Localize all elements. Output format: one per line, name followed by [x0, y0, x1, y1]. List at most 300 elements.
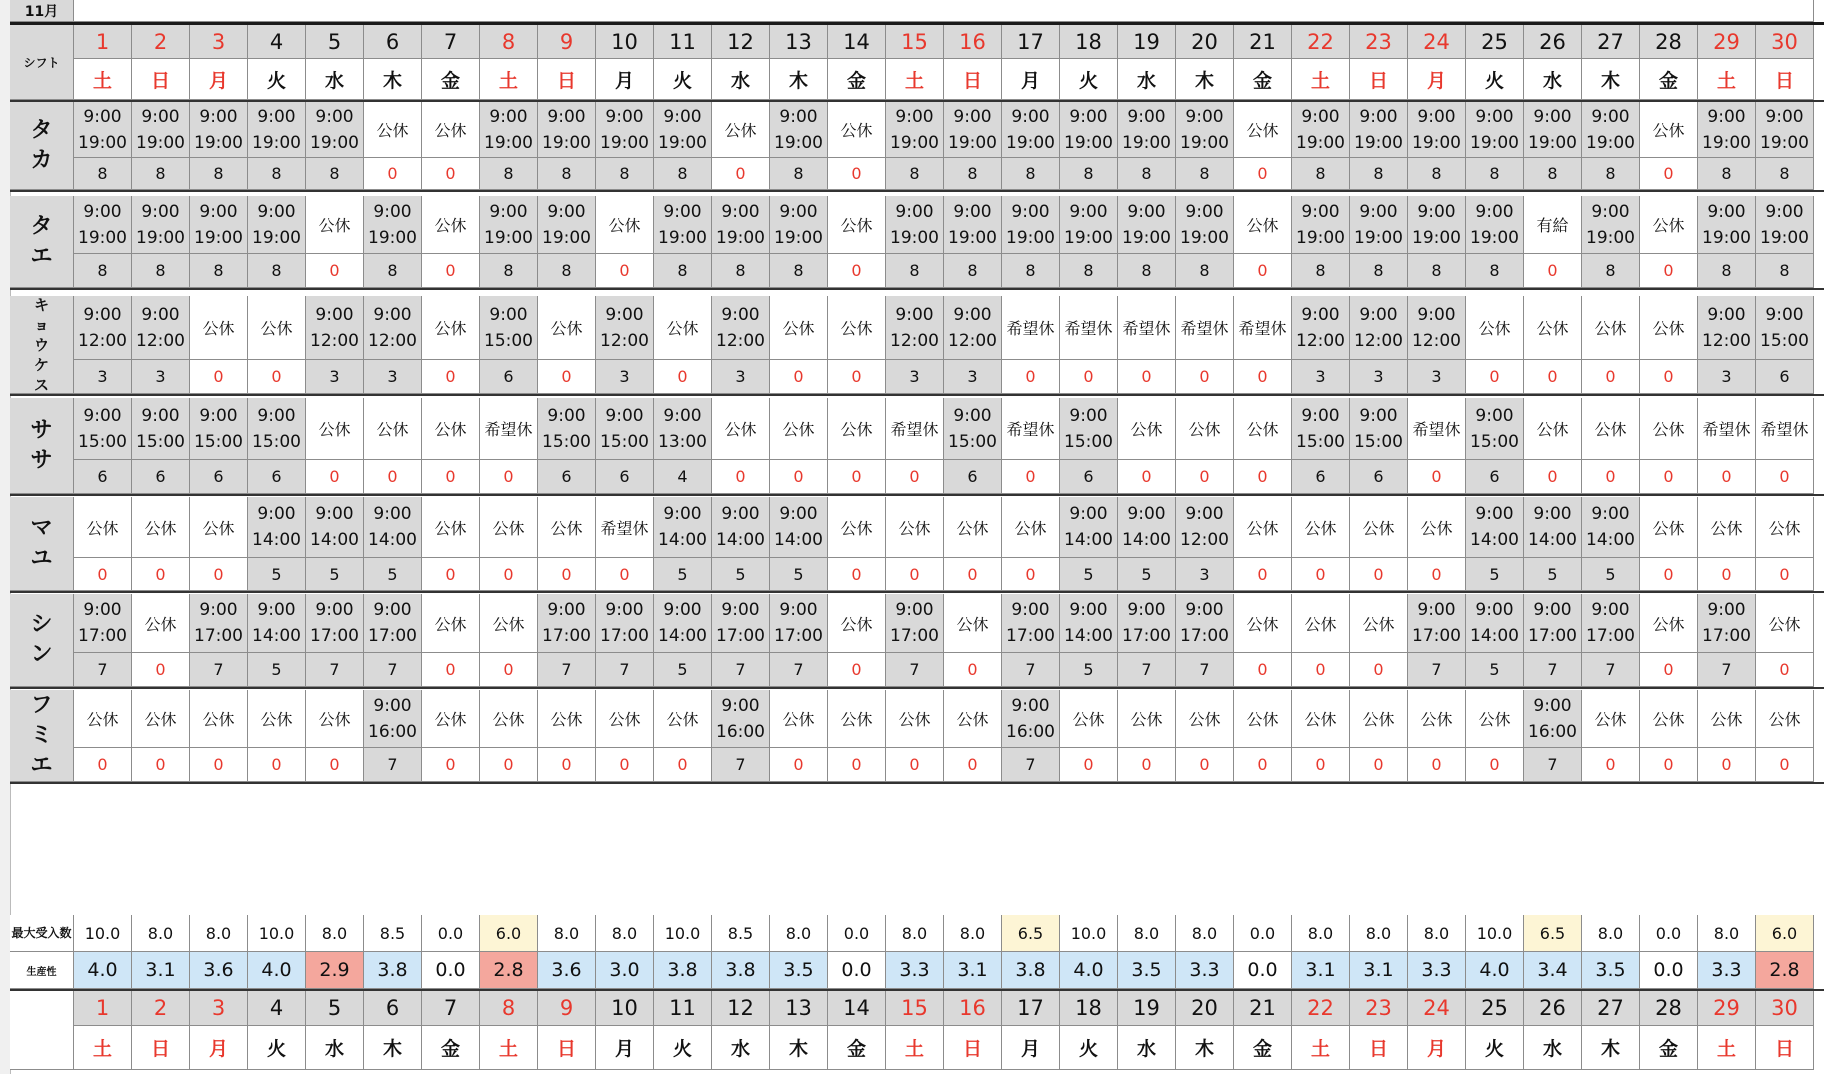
hours-cell[interactable]: 5 [248, 653, 306, 687]
footer-day-number[interactable]: 5 [306, 991, 364, 1026]
footer-weekday[interactable]: 月 [596, 1026, 654, 1070]
footer-day-number[interactable]: 6 [364, 991, 422, 1026]
footer-day-number[interactable]: 3 [190, 991, 248, 1026]
productivity-cell[interactable]: 3.8 [654, 952, 712, 989]
shift-cell[interactable]: 9:00 19:00 [1756, 102, 1814, 158]
max-capacity-cell[interactable]: 8.0 [1118, 915, 1176, 952]
hours-cell[interactable]: 8 [480, 158, 538, 190]
hours-cell[interactable]: 0 [828, 254, 886, 288]
hours-cell[interactable]: 0 [828, 653, 886, 687]
footer-weekday[interactable]: 日 [1350, 1026, 1408, 1070]
footer-weekday[interactable]: 月 [190, 1026, 248, 1070]
shift-cell[interactable]: 9:00 13:00 [654, 398, 712, 460]
shift-cell[interactable]: 希望休 [1176, 296, 1234, 360]
shift-cell[interactable]: 公休 [1698, 497, 1756, 558]
footer-day-number[interactable]: 26 [1524, 991, 1582, 1026]
hours-cell[interactable]: 8 [538, 254, 596, 288]
shift-cell[interactable]: 公休 [712, 398, 770, 460]
shift-cell[interactable]: 9:00 19:00 [770, 196, 828, 254]
hours-cell[interactable]: 8 [1582, 158, 1640, 190]
staff-name-1[interactable]: タ カ [10, 102, 74, 190]
shift-cell[interactable]: 9:00 14:00 [1524, 497, 1582, 558]
shift-cell[interactable]: 公休 [306, 690, 364, 748]
shift-cell[interactable]: 公休 [1640, 196, 1698, 254]
shift-cell[interactable]: 9:00 17:00 [596, 594, 654, 653]
hours-cell[interactable]: 5 [1118, 558, 1176, 591]
max-capacity-cell[interactable]: 0.0 [1640, 915, 1698, 952]
header-weekday[interactable]: 水 [1524, 59, 1582, 100]
hours-cell[interactable]: 6 [1292, 460, 1350, 494]
footer-day-number[interactable]: 23 [1350, 991, 1408, 1026]
max-capacity-cell[interactable]: 10.0 [248, 915, 306, 952]
shift-cell[interactable]: 公休 [1176, 398, 1234, 460]
hours-cell[interactable]: 0 [422, 653, 480, 687]
hours-cell[interactable]: 8 [654, 158, 712, 190]
hours-cell[interactable]: 0 [828, 360, 886, 394]
header-day-number[interactable]: 23 [1350, 25, 1408, 59]
hours-cell[interactable]: 0 [1176, 360, 1234, 394]
hours-cell[interactable]: 0 [1118, 748, 1176, 782]
hours-cell[interactable]: 0 [1234, 158, 1292, 190]
productivity-cell[interactable]: 3.5 [1118, 952, 1176, 989]
shift-cell[interactable]: 9:00 12:00 [596, 296, 654, 360]
shift-cell[interactable]: 9:00 19:00 [1292, 196, 1350, 254]
shift-cell[interactable]: 9:00 19:00 [1176, 196, 1234, 254]
hours-cell[interactable]: 0 [306, 460, 364, 494]
shift-cell[interactable]: 9:00 19:00 [886, 196, 944, 254]
hours-cell[interactable]: 5 [770, 558, 828, 591]
header-weekday[interactable]: 日 [1350, 59, 1408, 100]
hours-cell[interactable]: 0 [828, 460, 886, 494]
header-day-number[interactable]: 21 [1234, 25, 1292, 59]
max-capacity-label[interactable]: 最大受入数 [10, 915, 74, 952]
hours-cell[interactable]: 3 [1350, 360, 1408, 394]
max-capacity-cell[interactable]: 0.0 [1234, 915, 1292, 952]
shift-cell[interactable]: 希望休 [1002, 398, 1060, 460]
header-weekday[interactable]: 日 [538, 59, 596, 100]
hours-cell[interactable]: 0 [886, 460, 944, 494]
hours-cell[interactable]: 8 [596, 158, 654, 190]
hours-cell[interactable]: 6 [596, 460, 654, 494]
hours-cell[interactable]: 8 [74, 254, 132, 288]
hours-cell[interactable]: 0 [132, 558, 190, 591]
shift-cell[interactable]: 公休 [480, 594, 538, 653]
max-capacity-cell[interactable]: 8.0 [538, 915, 596, 952]
shift-cell[interactable]: 公休 [1524, 296, 1582, 360]
hours-cell[interactable]: 3 [712, 360, 770, 394]
hours-cell[interactable]: 8 [1292, 254, 1350, 288]
hours-cell[interactable]: 0 [422, 460, 480, 494]
hours-cell[interactable]: 7 [1118, 653, 1176, 687]
footer-day-number[interactable]: 19 [1118, 991, 1176, 1026]
hours-cell[interactable]: 3 [74, 360, 132, 394]
productivity-cell[interactable]: 3.5 [1582, 952, 1640, 989]
shift-cell[interactable]: 9:00 12:00 [1292, 296, 1350, 360]
hours-cell[interactable]: 8 [1002, 158, 1060, 190]
shift-cell[interactable]: 公休 [1756, 497, 1814, 558]
hours-cell[interactable]: 7 [1524, 653, 1582, 687]
hours-cell[interactable]: 8 [74, 158, 132, 190]
shift-cell[interactable]: 公休 [770, 690, 828, 748]
hours-cell[interactable]: 0 [1524, 254, 1582, 288]
hours-cell[interactable]: 0 [190, 558, 248, 591]
hours-cell[interactable]: 8 [654, 254, 712, 288]
shift-cell[interactable]: 9:00 15:00 [74, 398, 132, 460]
hours-cell[interactable]: 0 [1060, 748, 1118, 782]
footer-day-number[interactable]: 10 [596, 991, 654, 1026]
hours-cell[interactable]: 0 [1640, 158, 1698, 190]
hours-cell[interactable]: 0 [1756, 460, 1814, 494]
hours-cell[interactable]: 0 [1756, 558, 1814, 591]
shift-cell[interactable]: 公休 [1234, 196, 1292, 254]
shift-cell[interactable]: 9:00 19:00 [1466, 102, 1524, 158]
footer-weekday[interactable]: 日 [132, 1026, 190, 1070]
footer-weekday[interactable]: 月 [1408, 1026, 1466, 1070]
header-day-number[interactable]: 12 [712, 25, 770, 59]
shift-cell[interactable]: 9:00 19:00 [538, 102, 596, 158]
hours-cell[interactable]: 8 [132, 158, 190, 190]
productivity-cell[interactable]: 3.1 [1350, 952, 1408, 989]
shift-cell[interactable]: 希望休 [1002, 296, 1060, 360]
shift-cell[interactable]: 9:00 19:00 [1060, 102, 1118, 158]
header-day-number[interactable]: 28 [1640, 25, 1698, 59]
shift-cell[interactable]: 公休 [190, 296, 248, 360]
hours-cell[interactable]: 4 [654, 460, 712, 494]
hours-cell[interactable]: 7 [1698, 653, 1756, 687]
footer-day-number[interactable]: 9 [538, 991, 596, 1026]
staff-name-6[interactable]: シ ン [10, 594, 74, 687]
shift-cell[interactable]: 希望休 [1756, 398, 1814, 460]
hours-cell[interactable]: 3 [1698, 360, 1756, 394]
shift-cell[interactable]: 公休 [886, 690, 944, 748]
shift-cell[interactable]: 公休 [422, 497, 480, 558]
shift-cell[interactable]: 公休 [1060, 690, 1118, 748]
max-capacity-cell[interactable]: 0.0 [422, 915, 480, 952]
hours-cell[interactable]: 0 [828, 558, 886, 591]
hours-cell[interactable]: 5 [1060, 653, 1118, 687]
hours-cell[interactable]: 8 [538, 158, 596, 190]
shift-cell[interactable]: 9:00 19:00 [1698, 102, 1756, 158]
hours-cell[interactable]: 5 [306, 558, 364, 591]
hours-cell[interactable]: 0 [1582, 360, 1640, 394]
hours-cell[interactable]: 0 [1698, 558, 1756, 591]
shift-cell[interactable]: 公休 [1698, 690, 1756, 748]
shift-cell[interactable]: 9:00 15:00 [1350, 398, 1408, 460]
max-capacity-cell[interactable]: 6.0 [480, 915, 538, 952]
shift-cell[interactable]: 9:00 19:00 [1466, 196, 1524, 254]
header-weekday[interactable]: 木 [1582, 59, 1640, 100]
header-weekday[interactable]: 火 [1466, 59, 1524, 100]
shift-cell[interactable]: 公休 [1292, 497, 1350, 558]
hours-cell[interactable]: 0 [1582, 748, 1640, 782]
shift-cell[interactable]: 公休 [944, 690, 1002, 748]
shift-cell[interactable]: 公休 [1002, 497, 1060, 558]
hours-cell[interactable]: 7 [364, 748, 422, 782]
hours-cell[interactable]: 0 [1582, 460, 1640, 494]
shift-cell[interactable]: 公休 [828, 497, 886, 558]
hours-cell[interactable]: 0 [422, 158, 480, 190]
shift-cell[interactable]: 公休 [1234, 690, 1292, 748]
shift-cell[interactable]: 公休 [74, 497, 132, 558]
hours-cell[interactable]: 3 [944, 360, 1002, 394]
hours-cell[interactable]: 6 [132, 460, 190, 494]
hours-cell[interactable]: 8 [886, 254, 944, 288]
shift-cell[interactable]: 9:00 12:00 [364, 296, 422, 360]
shift-cell[interactable]: 公休 [538, 296, 596, 360]
shift-cell[interactable]: 公休 [596, 196, 654, 254]
shift-cell[interactable]: 公休 [1466, 296, 1524, 360]
hours-cell[interactable]: 0 [944, 653, 1002, 687]
shift-cell[interactable]: 9:00 19:00 [712, 196, 770, 254]
shift-cell[interactable]: 公休 [190, 497, 248, 558]
shift-cell[interactable]: 9:00 19:00 [132, 196, 190, 254]
hours-cell[interactable]: 0 [1408, 558, 1466, 591]
shift-cell[interactable]: 公休 [1582, 690, 1640, 748]
shift-cell[interactable]: 9:00 19:00 [770, 102, 828, 158]
shift-cell[interactable]: 公休 [886, 497, 944, 558]
header-weekday[interactable]: 火 [248, 59, 306, 100]
header-day-number[interactable]: 10 [596, 25, 654, 59]
shift-cell[interactable]: 9:00 14:00 [306, 497, 364, 558]
shift-cell[interactable]: 公休 [306, 398, 364, 460]
header-weekday[interactable]: 土 [480, 59, 538, 100]
shift-cell[interactable]: 希望休 [886, 398, 944, 460]
footer-weekday[interactable]: 水 [306, 1026, 364, 1070]
hours-cell[interactable]: 0 [538, 558, 596, 591]
hours-cell[interactable]: 0 [480, 460, 538, 494]
header-weekday[interactable]: 木 [364, 59, 422, 100]
shift-cell[interactable]: 9:00 14:00 [654, 594, 712, 653]
hours-cell[interactable]: 0 [944, 558, 1002, 591]
header-weekday[interactable]: 土 [886, 59, 944, 100]
shift-cell[interactable]: 公休 [944, 497, 1002, 558]
hours-cell[interactable]: 5 [712, 558, 770, 591]
hours-cell[interactable]: 0 [712, 158, 770, 190]
hours-cell[interactable]: 8 [480, 254, 538, 288]
hours-cell[interactable]: 0 [654, 748, 712, 782]
hours-cell[interactable]: 0 [1234, 653, 1292, 687]
footer-weekday[interactable]: 金 [1234, 1026, 1292, 1070]
hours-cell[interactable]: 0 [1756, 653, 1814, 687]
hours-cell[interactable]: 8 [1466, 254, 1524, 288]
header-day-number[interactable]: 2 [132, 25, 190, 59]
hours-cell[interactable]: 3 [596, 360, 654, 394]
shift-cell[interactable]: 公休 [1292, 690, 1350, 748]
shift-cell[interactable]: 9:00 19:00 [306, 102, 364, 158]
shift-cell[interactable]: 9:00 12:00 [1698, 296, 1756, 360]
header-day-number[interactable]: 3 [190, 25, 248, 59]
shift-cell[interactable]: 9:00 19:00 [886, 102, 944, 158]
shift-cell[interactable]: 9:00 15:00 [944, 398, 1002, 460]
shift-cell[interactable]: 公休 [770, 296, 828, 360]
hours-cell[interactable]: 0 [1524, 460, 1582, 494]
shift-cell[interactable]: 公休 [1350, 594, 1408, 653]
shift-cell[interactable]: 9:00 14:00 [712, 497, 770, 558]
productivity-cell[interactable]: 3.6 [538, 952, 596, 989]
hours-cell[interactable]: 6 [74, 460, 132, 494]
header-day-number[interactable]: 6 [364, 25, 422, 59]
shift-cell[interactable]: 希望休 [1698, 398, 1756, 460]
header-shift-label[interactable]: シフト [10, 25, 74, 100]
shift-cell[interactable]: 9:00 17:00 [770, 594, 828, 653]
hours-cell[interactable]: 8 [770, 254, 828, 288]
shift-cell[interactable]: 公休 [422, 690, 480, 748]
shift-cell[interactable]: 公休 [74, 690, 132, 748]
shift-cell[interactable]: 9:00 17:00 [1118, 594, 1176, 653]
header-day-number[interactable]: 17 [1002, 25, 1060, 59]
shift-cell[interactable]: 9:00 19:00 [944, 196, 1002, 254]
shift-cell[interactable]: 公休 [364, 102, 422, 158]
shift-cell[interactable]: 9:00 15:00 [596, 398, 654, 460]
shift-cell[interactable]: 9:00 14:00 [1060, 497, 1118, 558]
shift-cell[interactable]: 9:00 19:00 [1524, 102, 1582, 158]
max-capacity-cell[interactable]: 0.0 [828, 915, 886, 952]
hours-cell[interactable]: 0 [248, 748, 306, 782]
productivity-cell[interactable]: 0.0 [1234, 952, 1292, 989]
hours-cell[interactable]: 0 [828, 748, 886, 782]
max-capacity-cell[interactable]: 8.0 [1350, 915, 1408, 952]
hours-cell[interactable]: 0 [306, 254, 364, 288]
productivity-cell[interactable]: 3.1 [1292, 952, 1350, 989]
productivity-cell[interactable]: 4.0 [248, 952, 306, 989]
hours-cell[interactable]: 0 [1698, 748, 1756, 782]
shift-cell[interactable]: 9:00 17:00 [1002, 594, 1060, 653]
footer-weekday[interactable]: 木 [770, 1026, 828, 1070]
shift-cell[interactable]: 公休 [828, 594, 886, 653]
shift-cell[interactable]: 公休 [1234, 398, 1292, 460]
hours-cell[interactable]: 8 [364, 254, 422, 288]
hours-cell[interactable]: 3 [132, 360, 190, 394]
shift-cell[interactable]: 希望休 [480, 398, 538, 460]
hours-cell[interactable]: 8 [944, 254, 1002, 288]
shift-cell[interactable]: 9:00 19:00 [1176, 102, 1234, 158]
shift-cell[interactable]: 9:00 16:00 [364, 690, 422, 748]
header-weekday[interactable]: 土 [1698, 59, 1756, 100]
hours-cell[interactable]: 7 [1524, 748, 1582, 782]
hours-cell[interactable]: 0 [1698, 460, 1756, 494]
shift-cell[interactable]: 公休 [770, 398, 828, 460]
shift-cell[interactable]: 9:00 19:00 [1698, 196, 1756, 254]
hours-cell[interactable]: 0 [538, 360, 596, 394]
footer-weekday[interactable]: 日 [538, 1026, 596, 1070]
shift-cell[interactable]: 9:00 14:00 [770, 497, 828, 558]
shift-cell[interactable]: 9:00 17:00 [538, 594, 596, 653]
hours-cell[interactable]: 0 [1640, 558, 1698, 591]
shift-cell[interactable]: 9:00 17:00 [74, 594, 132, 653]
header-day-number[interactable]: 7 [422, 25, 480, 59]
productivity-cell[interactable]: 3.3 [1176, 952, 1234, 989]
hours-cell[interactable]: 5 [364, 558, 422, 591]
header-weekday[interactable]: 日 [132, 59, 190, 100]
shift-cell[interactable]: 9:00 19:00 [1350, 102, 1408, 158]
header-day-number[interactable]: 26 [1524, 25, 1582, 59]
footer-day-number[interactable]: 2 [132, 991, 190, 1026]
productivity-cell[interactable]: 3.3 [1698, 952, 1756, 989]
footer-day-number[interactable]: 17 [1002, 991, 1060, 1026]
max-capacity-cell[interactable]: 8.0 [886, 915, 944, 952]
hours-cell[interactable]: 6 [248, 460, 306, 494]
productivity-cell[interactable]: 3.8 [364, 952, 422, 989]
header-day-number[interactable]: 11 [654, 25, 712, 59]
hours-cell[interactable]: 3 [306, 360, 364, 394]
shift-cell[interactable]: 公休 [654, 296, 712, 360]
shift-cell[interactable]: 9:00 17:00 [190, 594, 248, 653]
hours-cell[interactable]: 8 [1582, 254, 1640, 288]
hours-cell[interactable]: 7 [1176, 653, 1234, 687]
productivity-cell[interactable]: 3.3 [886, 952, 944, 989]
productivity-cell[interactable]: 3.8 [712, 952, 770, 989]
shift-cell[interactable]: 公休 [364, 398, 422, 460]
shift-cell[interactable]: 希望休 [1118, 296, 1176, 360]
shift-cell[interactable]: 希望休 [596, 497, 654, 558]
shift-cell[interactable]: 9:00 15:00 [1292, 398, 1350, 460]
shift-cell[interactable]: 9:00 19:00 [1292, 102, 1350, 158]
hours-cell[interactable]: 8 [1466, 158, 1524, 190]
hours-cell[interactable]: 6 [1756, 360, 1814, 394]
footer-day-number[interactable]: 22 [1292, 991, 1350, 1026]
hours-cell[interactable]: 8 [770, 158, 828, 190]
hours-cell[interactable]: 8 [1756, 254, 1814, 288]
shift-cell[interactable]: 9:00 17:00 [1582, 594, 1640, 653]
header-day-number[interactable]: 9 [538, 25, 596, 59]
hours-cell[interactable]: 8 [1176, 158, 1234, 190]
shift-cell[interactable]: 公休 [1176, 690, 1234, 748]
shift-cell[interactable]: 9:00 14:00 [1466, 594, 1524, 653]
footer-weekday[interactable]: 月 [1002, 1026, 1060, 1070]
shift-cell[interactable]: 9:00 19:00 [364, 196, 422, 254]
hours-cell[interactable]: 0 [886, 748, 944, 782]
header-day-number[interactable]: 25 [1466, 25, 1524, 59]
hours-cell[interactable]: 0 [422, 748, 480, 782]
hours-cell[interactable]: 3 [1292, 360, 1350, 394]
footer-shift-label[interactable] [10, 991, 74, 1070]
shift-cell[interactable]: 公休 [654, 690, 712, 748]
header-weekday[interactable]: 月 [1408, 59, 1466, 100]
shift-cell[interactable]: 9:00 15:00 [132, 398, 190, 460]
max-capacity-cell[interactable]: 6.0 [1756, 915, 1814, 952]
shift-cell[interactable]: 9:00 19:00 [538, 196, 596, 254]
max-capacity-cell[interactable]: 10.0 [1060, 915, 1118, 952]
header-weekday[interactable]: 日 [1756, 59, 1814, 100]
hours-cell[interactable]: 6 [480, 360, 538, 394]
shift-cell[interactable]: 9:00 12:00 [132, 296, 190, 360]
header-day-number[interactable]: 15 [886, 25, 944, 59]
hours-cell[interactable]: 6 [538, 460, 596, 494]
shift-cell[interactable]: 9:00 12:00 [1350, 296, 1408, 360]
hours-cell[interactable]: 7 [712, 748, 770, 782]
max-capacity-cell[interactable]: 8.0 [190, 915, 248, 952]
hours-cell[interactable]: 3 [886, 360, 944, 394]
shift-cell[interactable]: 9:00 19:00 [190, 102, 248, 158]
shift-cell[interactable]: 希望休 [1234, 296, 1292, 360]
hours-cell[interactable]: 7 [306, 653, 364, 687]
header-day-number[interactable]: 24 [1408, 25, 1466, 59]
shift-cell[interactable]: 公休 [1408, 497, 1466, 558]
hours-cell[interactable]: 0 [538, 748, 596, 782]
hours-cell[interactable]: 6 [1060, 460, 1118, 494]
shift-cell[interactable]: 公休 [944, 594, 1002, 653]
shift-cell[interactable]: 9:00 19:00 [1060, 196, 1118, 254]
shift-cell[interactable]: 9:00 12:00 [1408, 296, 1466, 360]
shift-cell[interactable]: 9:00 19:00 [132, 102, 190, 158]
footer-day-number[interactable]: 1 [74, 991, 132, 1026]
shift-cell[interactable]: 公休 [1234, 102, 1292, 158]
hours-cell[interactable]: 0 [1234, 460, 1292, 494]
footer-weekday[interactable]: 火 [1060, 1026, 1118, 1070]
footer-weekday[interactable]: 日 [1756, 1026, 1814, 1070]
footer-weekday[interactable]: 木 [364, 1026, 422, 1070]
shift-cell[interactable]: 9:00 12:00 [306, 296, 364, 360]
